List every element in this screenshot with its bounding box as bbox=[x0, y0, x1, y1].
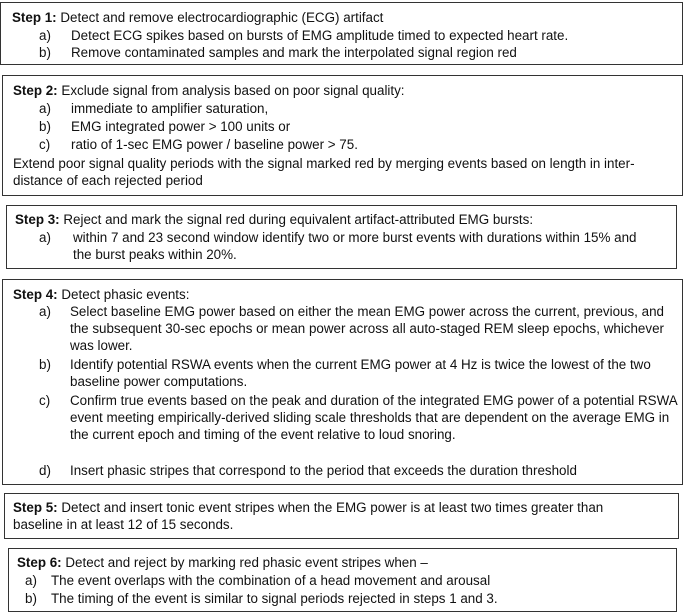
step-2-item-a-label: a) bbox=[39, 101, 51, 116]
step-4-item-a-text: Select baseline EMG power based on either the mean EMG power across the current, previous, and the subsequent 30-sec epochs or mean power across all auto-staged REM sleep epochs, whichever was lower. bbox=[70, 304, 664, 353]
step-4-item-b-label: b) bbox=[39, 357, 51, 372]
step-3-item-a bbox=[39, 229, 639, 263]
step-4-item-d bbox=[39, 462, 679, 479]
step-5-heading: Step 5: bbox=[13, 500, 58, 515]
step-4-heading: Step 4: bbox=[13, 287, 58, 302]
step-1-item-b-label: b) bbox=[39, 45, 51, 60]
step-3-title bbox=[15, 211, 533, 228]
step-2-text: Exclude signal from analysis based on poor signal quality: bbox=[61, 83, 405, 98]
step-6-item-a bbox=[25, 572, 665, 589]
step-4-text: Detect phasic events: bbox=[61, 287, 190, 302]
step-6-item-b-text: The timing of the event is similar to signal periods rejected in steps 1 and 3. bbox=[51, 591, 498, 606]
step-2-item-b bbox=[39, 118, 669, 135]
step-5-text: Detect and insert tonic event stripes when the EMG power is at least two times greater than baseline in at least 12 of 15 seconds. bbox=[13, 500, 604, 532]
step-4-box bbox=[2, 279, 683, 485]
step-3-box bbox=[6, 205, 677, 269]
step-2-item-a bbox=[39, 100, 669, 117]
step-1-title bbox=[12, 9, 383, 26]
step-1-item-a-text: Detect ECG spikes based on bursts of EMG amplitude timed to expected heart rate. bbox=[71, 28, 569, 43]
step-5-title bbox=[13, 499, 653, 533]
step-2-item-c bbox=[39, 136, 669, 153]
step-4-title bbox=[13, 286, 189, 303]
step-2-note: Extend poor signal quality periods with the signal marked red by merging events based on length in inter-distance of each rejected period bbox=[13, 156, 635, 188]
step-6-box bbox=[8, 548, 677, 612]
step-1-item-a-label: a) bbox=[39, 28, 51, 43]
step-4-item-c-text: Confirm true events based on the peak and duration of the integrated EMG power of a potential RSWA event meeting empirically-derived sliding scale thresholds that are dependent on the average EMG in the current epoch and timing of the event relative to loud snoring. bbox=[70, 393, 677, 442]
step-3-item-a-text: within 7 and 23 second window identify two or more burst events with durations within 15% and the burst peaks within 20%. bbox=[73, 230, 637, 262]
step-4-item-b bbox=[39, 356, 679, 390]
step-4-item-c-label: c) bbox=[39, 393, 51, 408]
step-1-item-b bbox=[39, 44, 669, 61]
step-6-item-a-text: The event overlaps with the combination of a head movement and arousal bbox=[51, 573, 491, 588]
step-3-item-a-label: a) bbox=[39, 230, 51, 245]
step-4-item-b-text: Identify potential RSWA events when the current EMG power at 4 Hz is twice the lowest of the two baseline power computations. bbox=[70, 357, 651, 389]
step-2-box bbox=[2, 75, 683, 196]
step-6-title bbox=[17, 554, 428, 571]
step-2-item-a-text: immediate to amplifier saturation, bbox=[71, 101, 269, 116]
step-2-item-c-text: ratio of 1-sec EMG power / baseline power > 75. bbox=[71, 137, 358, 152]
step-3-text: Reject and mark the signal red during equivalent artifact-attributed EMG bursts: bbox=[63, 212, 534, 227]
step-2-item-b-label: b) bbox=[39, 119, 51, 134]
step-1-text: Detect and remove electrocardiographic (ECG) artifact bbox=[60, 10, 384, 25]
step-1-item-b-text: Remove contaminated samples and mark the interpolated signal region red bbox=[71, 45, 517, 60]
step-4-item-a-label: a) bbox=[39, 304, 51, 319]
step-1-box bbox=[0, 2, 683, 65]
step-2-item-c-label: c) bbox=[39, 137, 51, 152]
step-6-item-a-label: a) bbox=[25, 573, 37, 588]
step-1-heading: Step 1: bbox=[12, 10, 57, 25]
step-6-item-b bbox=[25, 590, 665, 607]
step-6-text: Detect and reject by marking red phasic event stripes when – bbox=[65, 555, 428, 570]
step-5-box bbox=[4, 493, 679, 539]
step-6-item-b-label: b) bbox=[25, 591, 37, 606]
step-4-item-d-label: d) bbox=[39, 463, 51, 478]
step-1-item-a bbox=[39, 27, 669, 44]
step-4-item-c bbox=[39, 392, 679, 460]
step-2-item-b-text: EMG integrated power > 100 units or bbox=[71, 119, 291, 134]
step-4-item-a bbox=[39, 303, 679, 354]
step-4-item-d-text: Insert phasic stripes that correspond to the period that exceeds the duration threshold bbox=[70, 463, 577, 478]
step-2-heading: Step 2: bbox=[13, 83, 58, 98]
step-3-heading: Step 3: bbox=[15, 212, 60, 227]
step-6-heading: Step 6: bbox=[17, 555, 62, 570]
step-2-title bbox=[13, 82, 405, 99]
